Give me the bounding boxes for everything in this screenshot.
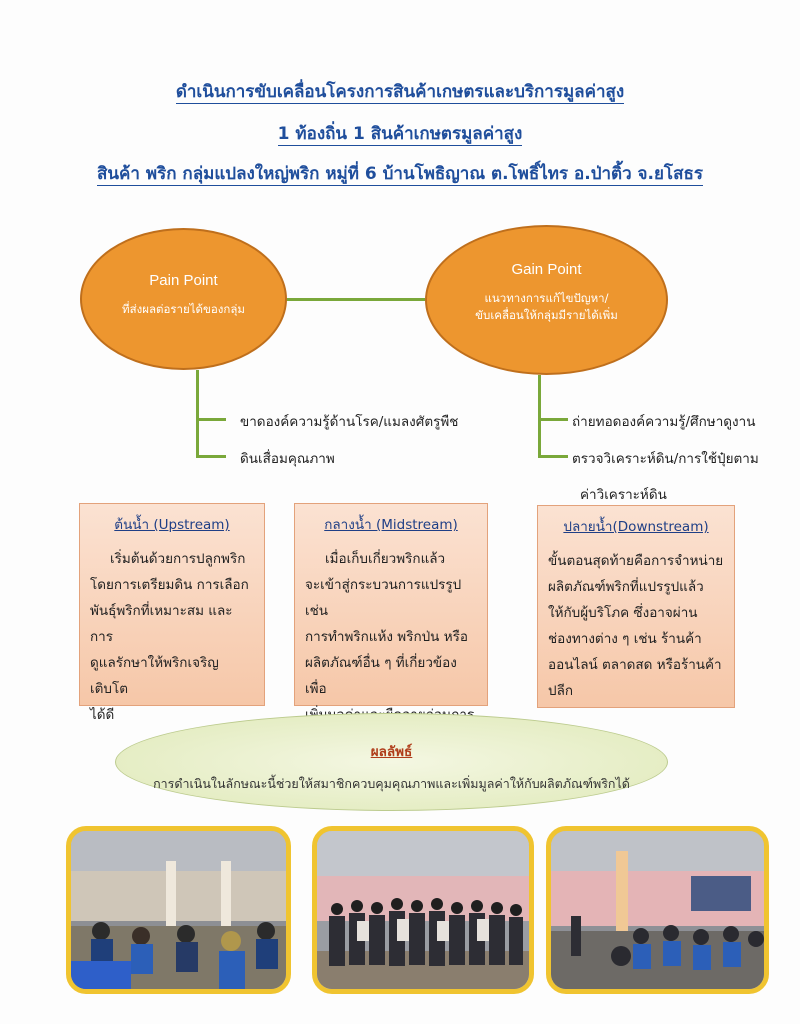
downstream-heading: ปลายน้ำ(Downstream) — [563, 519, 709, 535]
pain-branch-arrow-2 — [196, 455, 226, 458]
result-text: การดำเนินในลักษณะนี้ช่วยให้สมาชิกควบคุมคุณภาพและเพิ่มมูลค่าให้กับผลิตภัณฑ์พริกได้ — [153, 776, 630, 791]
gain-point-subtitle-1: แนวทางการแก้ไขปัญหา/ — [484, 291, 609, 305]
pain-point-oval — [80, 228, 287, 370]
audience-photo-illustration — [551, 831, 764, 989]
upstream-heading: ต้นน้ำ (Upstream) — [114, 517, 230, 533]
downstream-box — [537, 505, 735, 708]
result-ellipse — [115, 713, 668, 811]
gain-item-3: ค่าวิเคราะห์ดิน — [580, 487, 667, 503]
gain-branch-vertical — [538, 375, 541, 458]
meeting-photo-illustration — [71, 831, 286, 989]
oval-connector-line — [285, 298, 425, 301]
pain-item-2: ดินเสื่อมคุณภาพ — [240, 451, 335, 467]
gain-branch-arrow-2 — [538, 455, 568, 458]
downstream-text: ขั้นตอนสุดท้ายคือการจำหน่าย ผลิตภัณฑ์พริกที่แปรรูปแล้ว ให้กับผู้บริโภค ซึ่งอาจผ่าน ช่องทางต่าง ๆ เช่น ร้านค้า ออนไลน์ ตลาดสด หรือร้านค้า ปลีก — [548, 553, 724, 699]
activity-photo-2 — [312, 826, 534, 994]
gain-item-1: ถ่ายทอดองค์ความรู้/ศึกษาดูงาน — [572, 414, 756, 430]
upstream-text: เริ่มต้นด้วยการปลูกพริก โดยการเตรียมดิน การเลือก พันธุ์พริกที่เหมาะสม และการ ดูแลรักษาให้พริกเจริญเติบโต ได้ดี — [90, 551, 249, 723]
group-photo-illustration — [317, 831, 529, 989]
result-heading: ผลลัพธ์ — [370, 744, 413, 760]
gain-point-subtitle-2: ขับเคลื่อนให้กลุ่มมีรายได้เพิ่ม — [475, 308, 618, 322]
gain-branch-arrow-1 — [538, 418, 568, 421]
midstream-heading: กลางน้ำ (Midstream) — [324, 517, 458, 533]
activity-photo-1 — [66, 826, 291, 994]
title-line-2: 1 ท้องถิ่น 1 สินค้าเกษตรมูลค่าสูง — [277, 124, 523, 144]
midstream-text: เมื่อเก็บเกี่ยวพริกแล้ว จะเข้าสู่กระบวนการแปรรูป เช่น การทำพริกแห้ง พริกป่น หรือ ผลิตภัณฑ์อื่น ๆ ที่เกี่ยวข้อง เพื่อ — [305, 551, 468, 697]
upstream-box — [79, 503, 265, 723]
pain-branch-vertical — [196, 370, 199, 458]
gain-point-oval — [425, 225, 668, 375]
gain-point-title: Gain Point — [511, 261, 582, 278]
pain-point-subtitle: ที่ส่งผลต่อรายได้ของกลุ่ม — [122, 302, 245, 316]
title-line-1: ดำเนินการขับเคลื่อนโครงการสินค้าเกษตรและบริการมูลค่าสูง — [175, 82, 625, 102]
gain-item-2: ตรวจวิเคราะห์ดิน/การใช้ปุ๋ยตาม — [572, 451, 759, 467]
pain-item-1: ขาดองค์ความรู้ด้านโรค/แมลงศัตรูพืช — [240, 414, 459, 430]
pain-branch-arrow-1 — [196, 418, 226, 421]
pain-point-title: Pain Point — [149, 272, 218, 289]
activity-photo-3 — [546, 826, 769, 994]
title-line-3: สินค้า พริก กลุ่มแปลงใหญ่พริก หมู่ที่ 6 บ้านโพธิญาณ ต.โพธิ์ไทร อ.ป่าติ้ว จ.ยโสธร — [97, 164, 703, 184]
midstream-box — [294, 503, 488, 706]
